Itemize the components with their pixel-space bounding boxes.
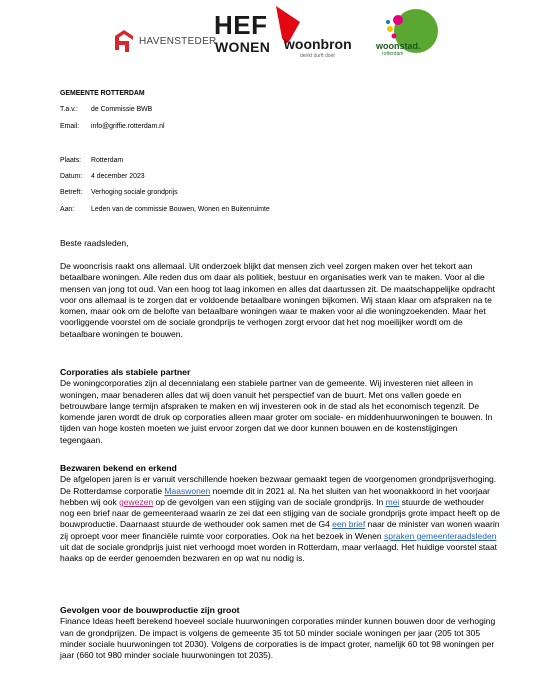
meta-key: Email:: [60, 123, 80, 130]
meta-value: de Commissie BWB: [91, 106, 153, 113]
woonbron-tagline: denkt durft doet: [300, 53, 335, 59]
section-heading: Bezwaren bekend en erkend: [60, 463, 177, 473]
text-run: op de gevolgen van een stijging van de sociale grondprijs. In: [153, 496, 386, 507]
meta-key: Betreft:: [60, 189, 83, 196]
meta-key: Aan:: [60, 206, 75, 213]
logo-bar: [0, 0, 545, 72]
meta-value: Rotterdam: [91, 157, 124, 164]
link-spraken-gemeenteraadsleden[interactable]: spraken gemeenteraadsleden: [383, 530, 497, 541]
paragraph-text: [60, 474, 500, 564]
meta-value: info@griffie.rotterdam.nl: [91, 123, 165, 130]
salutation-text: Beste raadsleden,: [60, 238, 129, 248]
hef-wonen-logo: [214, 10, 271, 60]
section-gevolgen: [60, 605, 500, 661]
woonbron-logo: [270, 4, 360, 62]
link-gewezen[interactable]: gewezen: [119, 496, 154, 507]
text-run: noemde dit in 2021 al. Na het sluiten van het woonakkoord in het voorjaar hebben wij ook: [60, 485, 490, 507]
meta-key: Plaats:: [60, 157, 82, 164]
salutation: [60, 238, 500, 249]
wonen-wordmark: WONEN: [215, 39, 271, 55]
section-bezwaren: [60, 463, 500, 565]
link-een-brief[interactable]: een brief: [332, 519, 366, 530]
havensteder-wordmark: HAVENSTEDER: [139, 36, 217, 47]
meta-value: 4 december 2023: [91, 173, 145, 180]
woonstad-dots-icon: [368, 8, 448, 60]
text-run: De afgelopen jaren is er vanuit verschillende hoeken bezwaar gemaakt tegen de voorgenomen grondprijsverhoging. De Rotterdamse corporatie: [60, 474, 497, 496]
paragraph-text: Finance Ideas heeft berekend hoeveel sociale huurwoningen corporaties minder kunnen bouwen door de verhoging van de grondprijzen. De impact is volgens de gemeente 35 tot 50 minder sociale woningen per jaar (205 tot 305 minder sociale huurwoningen tot 2030). Volgens de corporaties is de impact groter, namelijk 60 tot 98 woningen per jaar (660 tot 980 minder sociale huurwoningen tot 2035).: [60, 616, 496, 661]
link-mei[interactable]: mei: [385, 496, 400, 507]
paragraph-text: De woningcorporaties zijn al decennialang een stabiele partner van de gemeente. Wij investeren niet alleen in woningen, maar benaderen alles dat wij doen vanuit het perspectief van de buurt. Met ons vallen goede en betrouwbare lange termijn afspraken te maken en wij investeren ook in de stad als het economisch tegenzit. De komende jaren wordt de druk op corporaties alleen maar groter om sociale- en middenhuurwoningen te bouwen. In tijden van hoge kosten moeten we juist ervoor zorgen dat we door kunnen bouwen en de kostenstijgingen tegengaan.: [60, 378, 493, 445]
link-maaswonen[interactable]: Maaswonen: [164, 485, 211, 496]
hef-wordmark: HEF: [214, 10, 268, 40]
woonstad-sub: rotterdam: [382, 51, 404, 57]
meta-key: Datum:: [60, 173, 83, 180]
section-heading: Gevolgen voor de bouwproductie zijn groot: [60, 605, 240, 615]
havensteder-logo: [111, 28, 217, 54]
intro-paragraph: [60, 261, 500, 340]
section-stabiele-partner: [60, 367, 500, 446]
text-run: stuurde de wethouder nog een brief naar de gemeenteraad waarin ze zei dat een stijging van de sociale grondprijs grote impact heeft op de bouwproductie. Daarnaast stuurde de wethouder ook samen met de G4: [60, 496, 500, 530]
woonstad-wordmark: woonstad.: [376, 41, 421, 51]
recipient-org: GEMEENTE ROTTERDAM: [60, 90, 145, 97]
woonbron-wordmark: woonbron: [284, 36, 352, 52]
meta-value: Verhoging sociale grondprijs: [91, 189, 178, 196]
text-run: naar de minister van wonen waarin zij oproept voor meer financiële ruimte voor corporaties. Ook na het bezoek in Wenen: [60, 519, 500, 541]
paragraph-text: De wooncrisis raakt ons allemaal. Uit onderzoek blijkt dat mensen zich veel zorgen maken over het tekort aan betaalbare woningen. Alle reden dus om daar als politiek, bestuur en organisaties werk van te maken. Voor al die mensen van jong tot oud. Van een hoog tot laag inkomen en alles dat daartussen zit. De maatschappelijke opdracht voor ons allemaal is te zorgen dat er voldoende betaalbare woningen bijkomen. Wij staan klaar om afspraken na te komen, maar ook om de belofte van betaalbare woningen waar te maken voor al die woningzoekenden. Maar het voorliggende voorstel om de sociale grondprijs te verhogen zorgt ervoor dat het nog moeilijker wordt om de betaalbare woningen te bouwen.: [60, 261, 496, 339]
woonstad-logo: [368, 8, 448, 60]
havensteder-mark-icon: [111, 28, 137, 54]
section-heading: Corporaties als stabiele partner: [60, 367, 191, 377]
meta-value: Leden van de commissie Bouwen, Wonen en Buitenruimte: [91, 206, 270, 213]
meta-key: T.a.v.:: [60, 106, 78, 113]
text-run: uit dat de sociale grondprijs juist niet verhoogd moet worden in Rotterdam, maar verlaagd. Het huidige voorstel staat haaks op de eerder genoemden bezwaren en op wat nu nodig is.: [60, 542, 498, 564]
